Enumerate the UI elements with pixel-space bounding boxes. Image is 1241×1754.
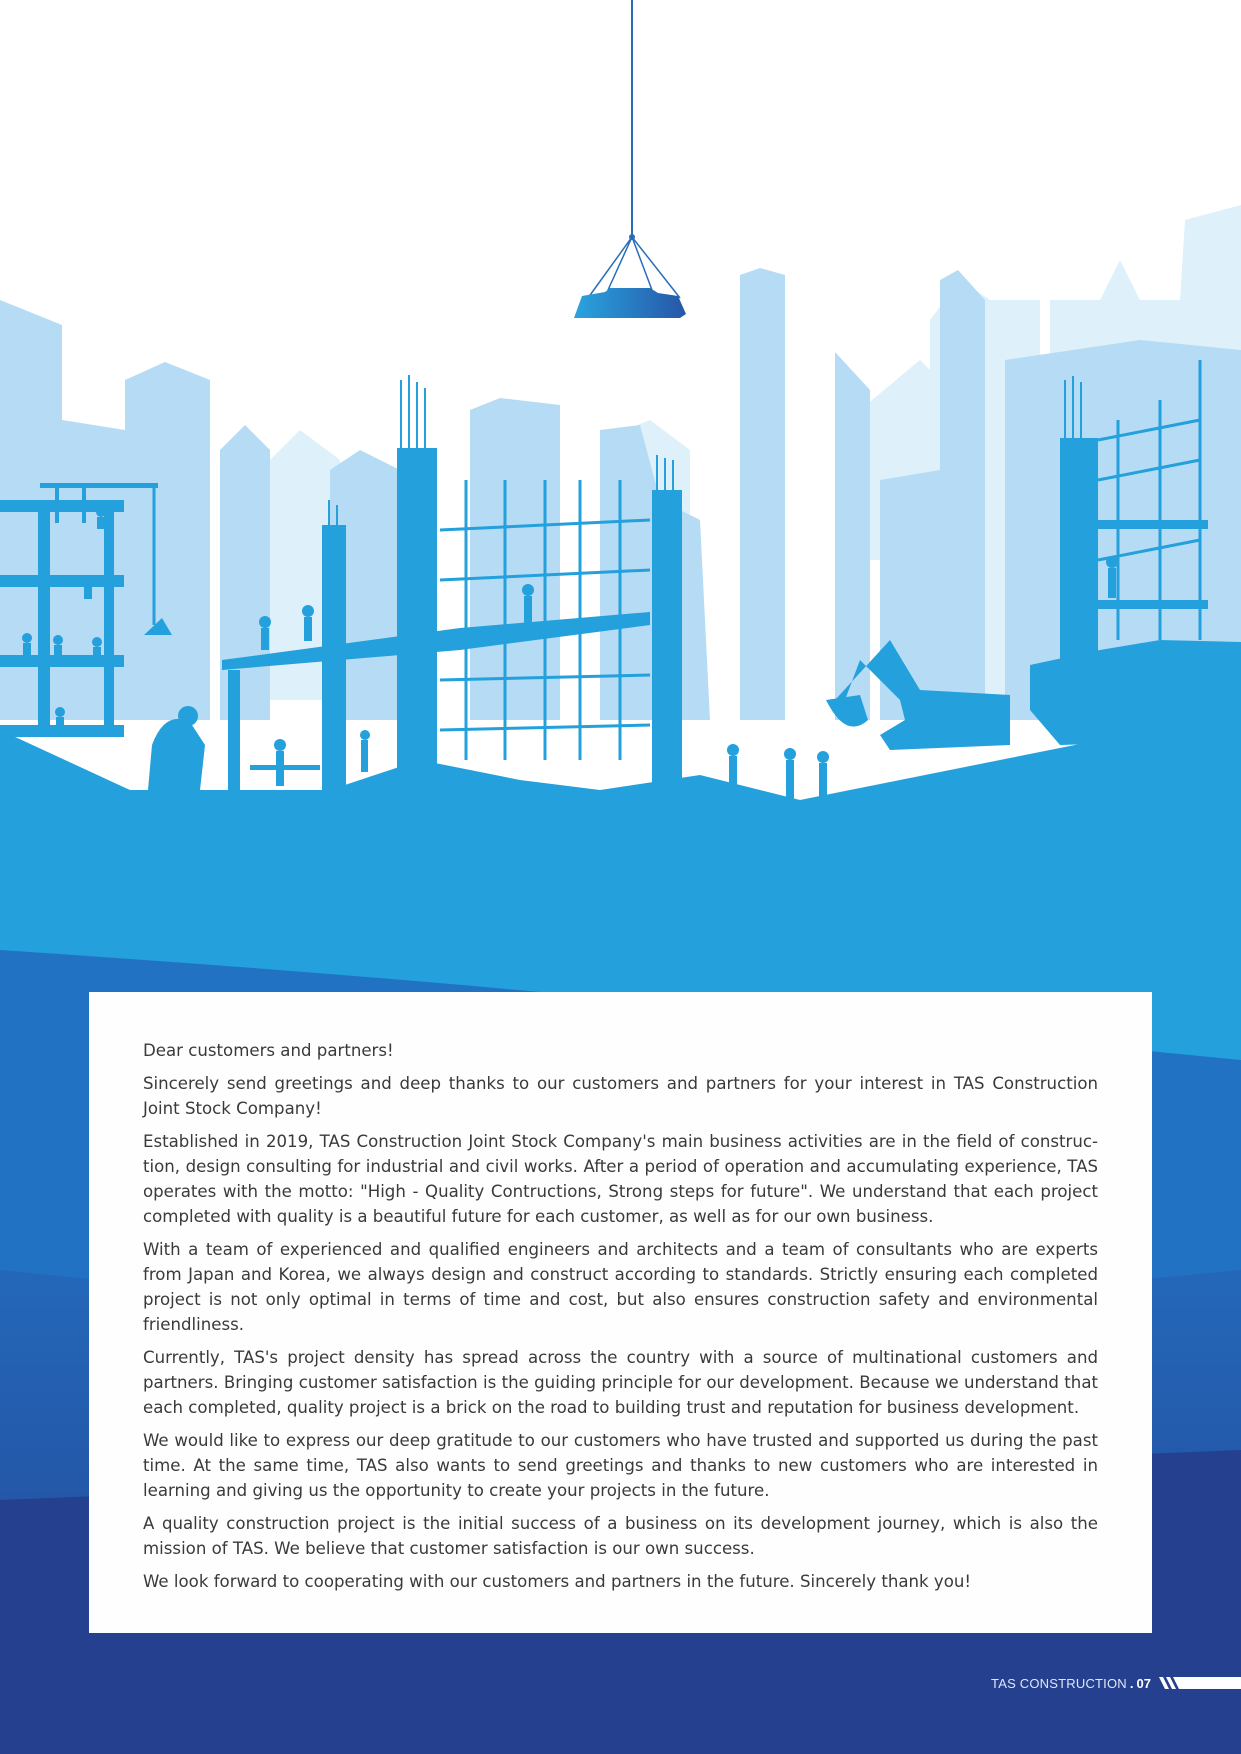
letter-paragraph: Established in 2019, TAS Construction Joint Stock Company's main business activities are in the field of construc-tion, design consulting for industrial and civil works. After a period of operation and accumulating experience, TAS operates with the motto: "High - Quality Contructions, Strong steps for future". We understand that each project completed with quality is a beautiful future for each customer, as well as for our own business.: [143, 1132, 1098, 1226]
letter-paragraph: With a team of experienced and qualified engineers and architects and a team of consultants who are experts from Japan and Korea, we always design and construct according to standards. Strictly ensuring each completed project is not only optimal in terms of time and cost, but also ensures construction safety and environmental friendliness.: [143, 1240, 1098, 1334]
letter-paragraph: A quality construction project is the initial success of a business on its development journey, which is also the mission of TAS. We believe that customer satisfaction is our own success.: [143, 1514, 1098, 1558]
letter-card: [89, 992, 1152, 1633]
letter-paragraph: Currently, TAS's project density has spread across the country with a source of multinational customers and partners. Bringing customer satisfaction is the guiding principle for our development. Because we understand that each completed, quality project is a brick on the road to building trust and reputation for business development.: [143, 1348, 1098, 1417]
page-number: 07: [1136, 1675, 1151, 1691]
greeting: Dear customers and partners!: [143, 1041, 394, 1060]
footer-separator: .: [1129, 1675, 1134, 1691]
page-footer: [991, 1672, 1241, 1694]
crane-hook-load: [574, 0, 686, 318]
letter-paragraph: Sincerely send greetings and deep thanks to our customers and partners for your interest in TAS Construction Joint Stock Company!: [143, 1074, 1098, 1118]
footer-brand: TAS CONSTRUCTION: [991, 1675, 1127, 1691]
letter-paragraph: We would like to express our deep gratitude to our customers who have trusted and supported us during the past time. At the same time, TAS also wants to send greetings and thanks to new customers who are interested in learning and giving us the opportunity to create your projects in the future.: [143, 1431, 1098, 1500]
footer-stripe-decoration: [1159, 1676, 1241, 1690]
closing-line: We look forward to cooperating with our customers and partners in the future. Sincerely thank you!: [143, 1572, 972, 1591]
